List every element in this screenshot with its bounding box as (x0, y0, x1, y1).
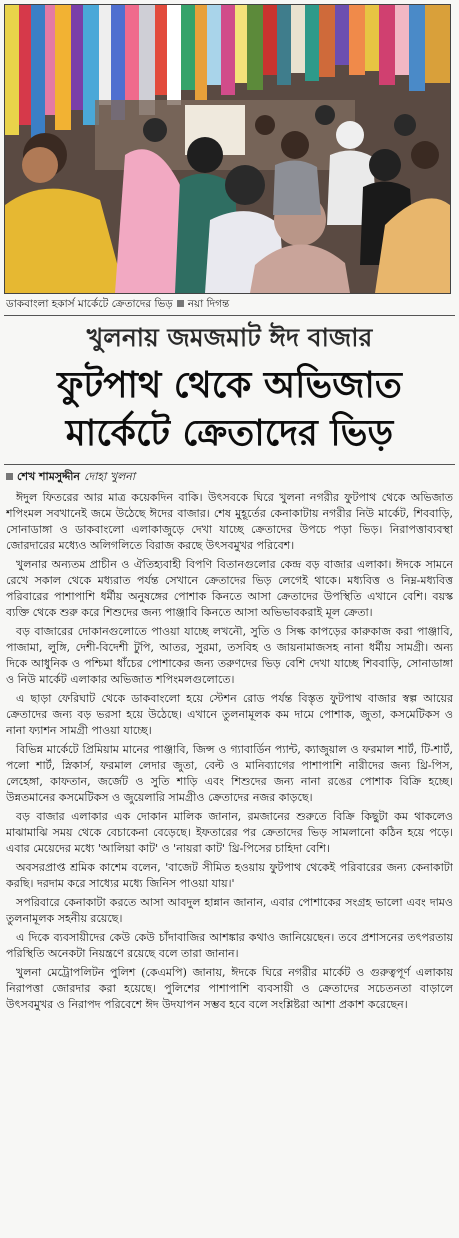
photo-caption (6, 296, 453, 312)
article-paragraph: বড় বাজারের দোকানগুলোতে পাওয়া যাচ্ছে লখনৌ, সুতি ও সিল্ক কাপড়ের কারুকাজ করা পাঞ্জাবি, পাজামা, লুঙ্গি, দেশী-বিদেশী টুপি, আতর, সুরমা, তসবিহ ও জায়নামাজসহ নানা ধর্মীয় সামগ্রী। অন্য দিকে আধুনিক ও পশ্চিমা ধাঁচের পোশাকের জন্য তরুণদের ভিড় বেশি দেখা যাচ্ছে শিববাড়ি, সোনাডাঙ্গা ও নিউ মার্কেট এলাকার অভিজাত শপিংমলগুলোতে। (6, 625, 453, 686)
article-body (6, 490, 453, 1230)
article-paragraph: সপরিবারে কেনাকাটা করতে আসা আবদুল হান্নান জানান, এবার পোশাকের সংগ্রহ ভালো এবং দামও তুলনামূলক সহনীয় রয়েছে। (6, 896, 453, 925)
article-paragraph: এ ছাড়া ফেরিঘাট থেকে ডাকবাংলো হয়ে স্টেশন রোড পর্যন্ত বিস্তৃত ফুটপাথ বাজার স্বল্প আয়ের ক্রেতাদের জন্য বড় ভরসা হয়ে উঠেছে। এখানে তুলনামূলক কম দামে পোশাক, জুতা, কসমেটিকস ও নানা ফ্যাশন সামগ্রী পাওয়া যাচ্ছে। (6, 692, 453, 737)
photo-credit: নয়া দিগন্ত (187, 298, 230, 310)
square-bullet-icon (177, 300, 184, 307)
article-paragraph: ঈদুল ফিতরের আর মাত্র কয়েকদিন বাকি। উৎসবকে ঘিরে খুলনা নগরীর ফুটপাথ থেকে অভিজাত শপিংমল সবখানেই জমে উঠেছে ঈদের বাজার। শেষ মুহূর্তের কেনাকাটায় নগরীর নিউ মার্কেট, শিববাড়ি, সোনাডাঙ্গা ও ডাকবাংলো এলাকাজুড়ে দেখা যাচ্ছে ক্রেতাদের উপচে পড়া ভিড়। নিরাপত্তাব্যবস্থা জোরদারের মধ্যেও অলিগলিতে বিরাজ করছে উৎসবমুখর পরিবেশ। (6, 491, 453, 552)
caption-text: ডাকবাংলা হকার্স মার্কেটে ক্রেতাদের ভিড় (6, 298, 173, 310)
photo-illustration (5, 5, 450, 293)
square-bullet-icon (6, 473, 13, 480)
divider-line (4, 315, 455, 316)
byline (6, 469, 453, 485)
article-paragraph: বড় বাজার এলাকার এক দোকান মালিক জানান, রমজানের শুরুতে বিক্রি কিছুটা কম থাকলেও মাঝামাঝি সময় থেকে বেচাকেনা বেড়েছে। ইফতারের পর ক্রেতাদের ভিড় সামলানো কঠিন হয়ে পড়ে। এবার মেয়েদের মধ্যে 'আলিয়া কাট' ও 'নায়রা কাট' থ্রি-পিসের চাহিদা বেশি। (6, 810, 453, 855)
article-paragraph: অবসরপ্রাপ্ত শ্রমিক কাশেম বলেন, 'বাজেট সীমিত হওয়ায় ফুটপাথ থেকেই পরিবারের জন্য কেনাকাটা করছি। দরদাম করে সাধ্যের মধ্যে জিনিস পাওয়া যায়।' (6, 861, 453, 890)
article-paragraph: এ দিকে ব্যবসায়ীদের কেউ কেউ চাঁদাবাজির আশঙ্কার কথাও জানিয়েছেন। তবে প্রশাসনের তৎপরতায় পরিস্থিতি অনেকটা নিয়ন্ত্রণে রয়েছে বলে তারা জানান। (6, 931, 453, 960)
kicker-headline: খুলনায় জমজমাট ঈদ বাজার (86, 323, 373, 352)
main-headline (0, 362, 459, 458)
article-paragraph: খুলনা মেট্রোপলিটন পুলিশ (কেএমপি) জানায়, ঈদকে ঘিরে নগরীর মার্কেট ও গুরুত্বপূর্ণ এলাকায় নিরাপত্তা জোরদার করা হয়েছে। পুলিশের পাশাপাশি ব্যবসায়ী ও ক্রেতাদের সচেতনতা বাড়ালে উৎসবমুখর ও নিরাপদ পরিবেশে ঈদ উদযাপন সম্ভব হবে বলে সংশ্লিষ্টরা আশা প্রকাশ করেছেন। (6, 966, 453, 1011)
article-paragraph: খুলনার অন্যতম প্রাচীন ও ঐতিহ্যবাহী বিপণি বিতানগুলোর কেন্দ্র বড় বাজার এলাকা। ঈদকে সামনে রেখে সকাল থেকে মধ্যরাত পর্যন্ত সেখানে ক্রেতাদের ভিড় লেগেই থাকে। মধ্যবিত্ত ও নিম্ন-মধ্যবিত্ত পরিবারের পাশাপাশি ধর্মীয় অনুষঙ্গের পোশাক কিনতে আসা ক্রেতাদের উপস্থিতি এখানে বেশি। বয়স্ক ব্যক্তি থেকে শুরু করে শিশুদের জন্য পাঞ্জাবি কিনতে আসা অভিভাবকরাই মূল ক্রেতা। (6, 558, 453, 619)
article-paragraph: বিভিন্ন মার্কেটে প্রিমিয়াম মানের পাঞ্জাবি, জিন্স ও গ্যাবার্ডিন প্যান্ট, ক্যাজুয়াল ও ফরমাল শার্ট, টি-শার্ট, পলো শার্ট, স্নিকার্স, ফরমাল লেদার জুতা, বেল্ট ও মানিব্যাগের পাশাপাশি নারীদের জন্য থ্রি-পিস, লেহেঙ্গা, কাফতান, জর্জেট ও সুতি শাড়ি এবং শিশুদের জন্য নানা রঙের পোশাক বিক্রি হচ্ছে। উন্নতমানের কসমেটিকস ও জুয়েলারি সামগ্রীও ক্রেতাদের নজর কাড়ছে। (6, 743, 453, 804)
headline-line-1: ফুটপাথ থেকে অভিজাত (57, 365, 402, 406)
market-crowd-photo (4, 4, 451, 294)
divider-line (4, 464, 455, 465)
headline-line-2: মার্কেটে ক্রেতাদের ভিড় (65, 413, 394, 454)
byline-author: শেখ শামসুদ্দীন (17, 470, 80, 483)
byline-place: দোহা খুলনা (83, 470, 136, 483)
